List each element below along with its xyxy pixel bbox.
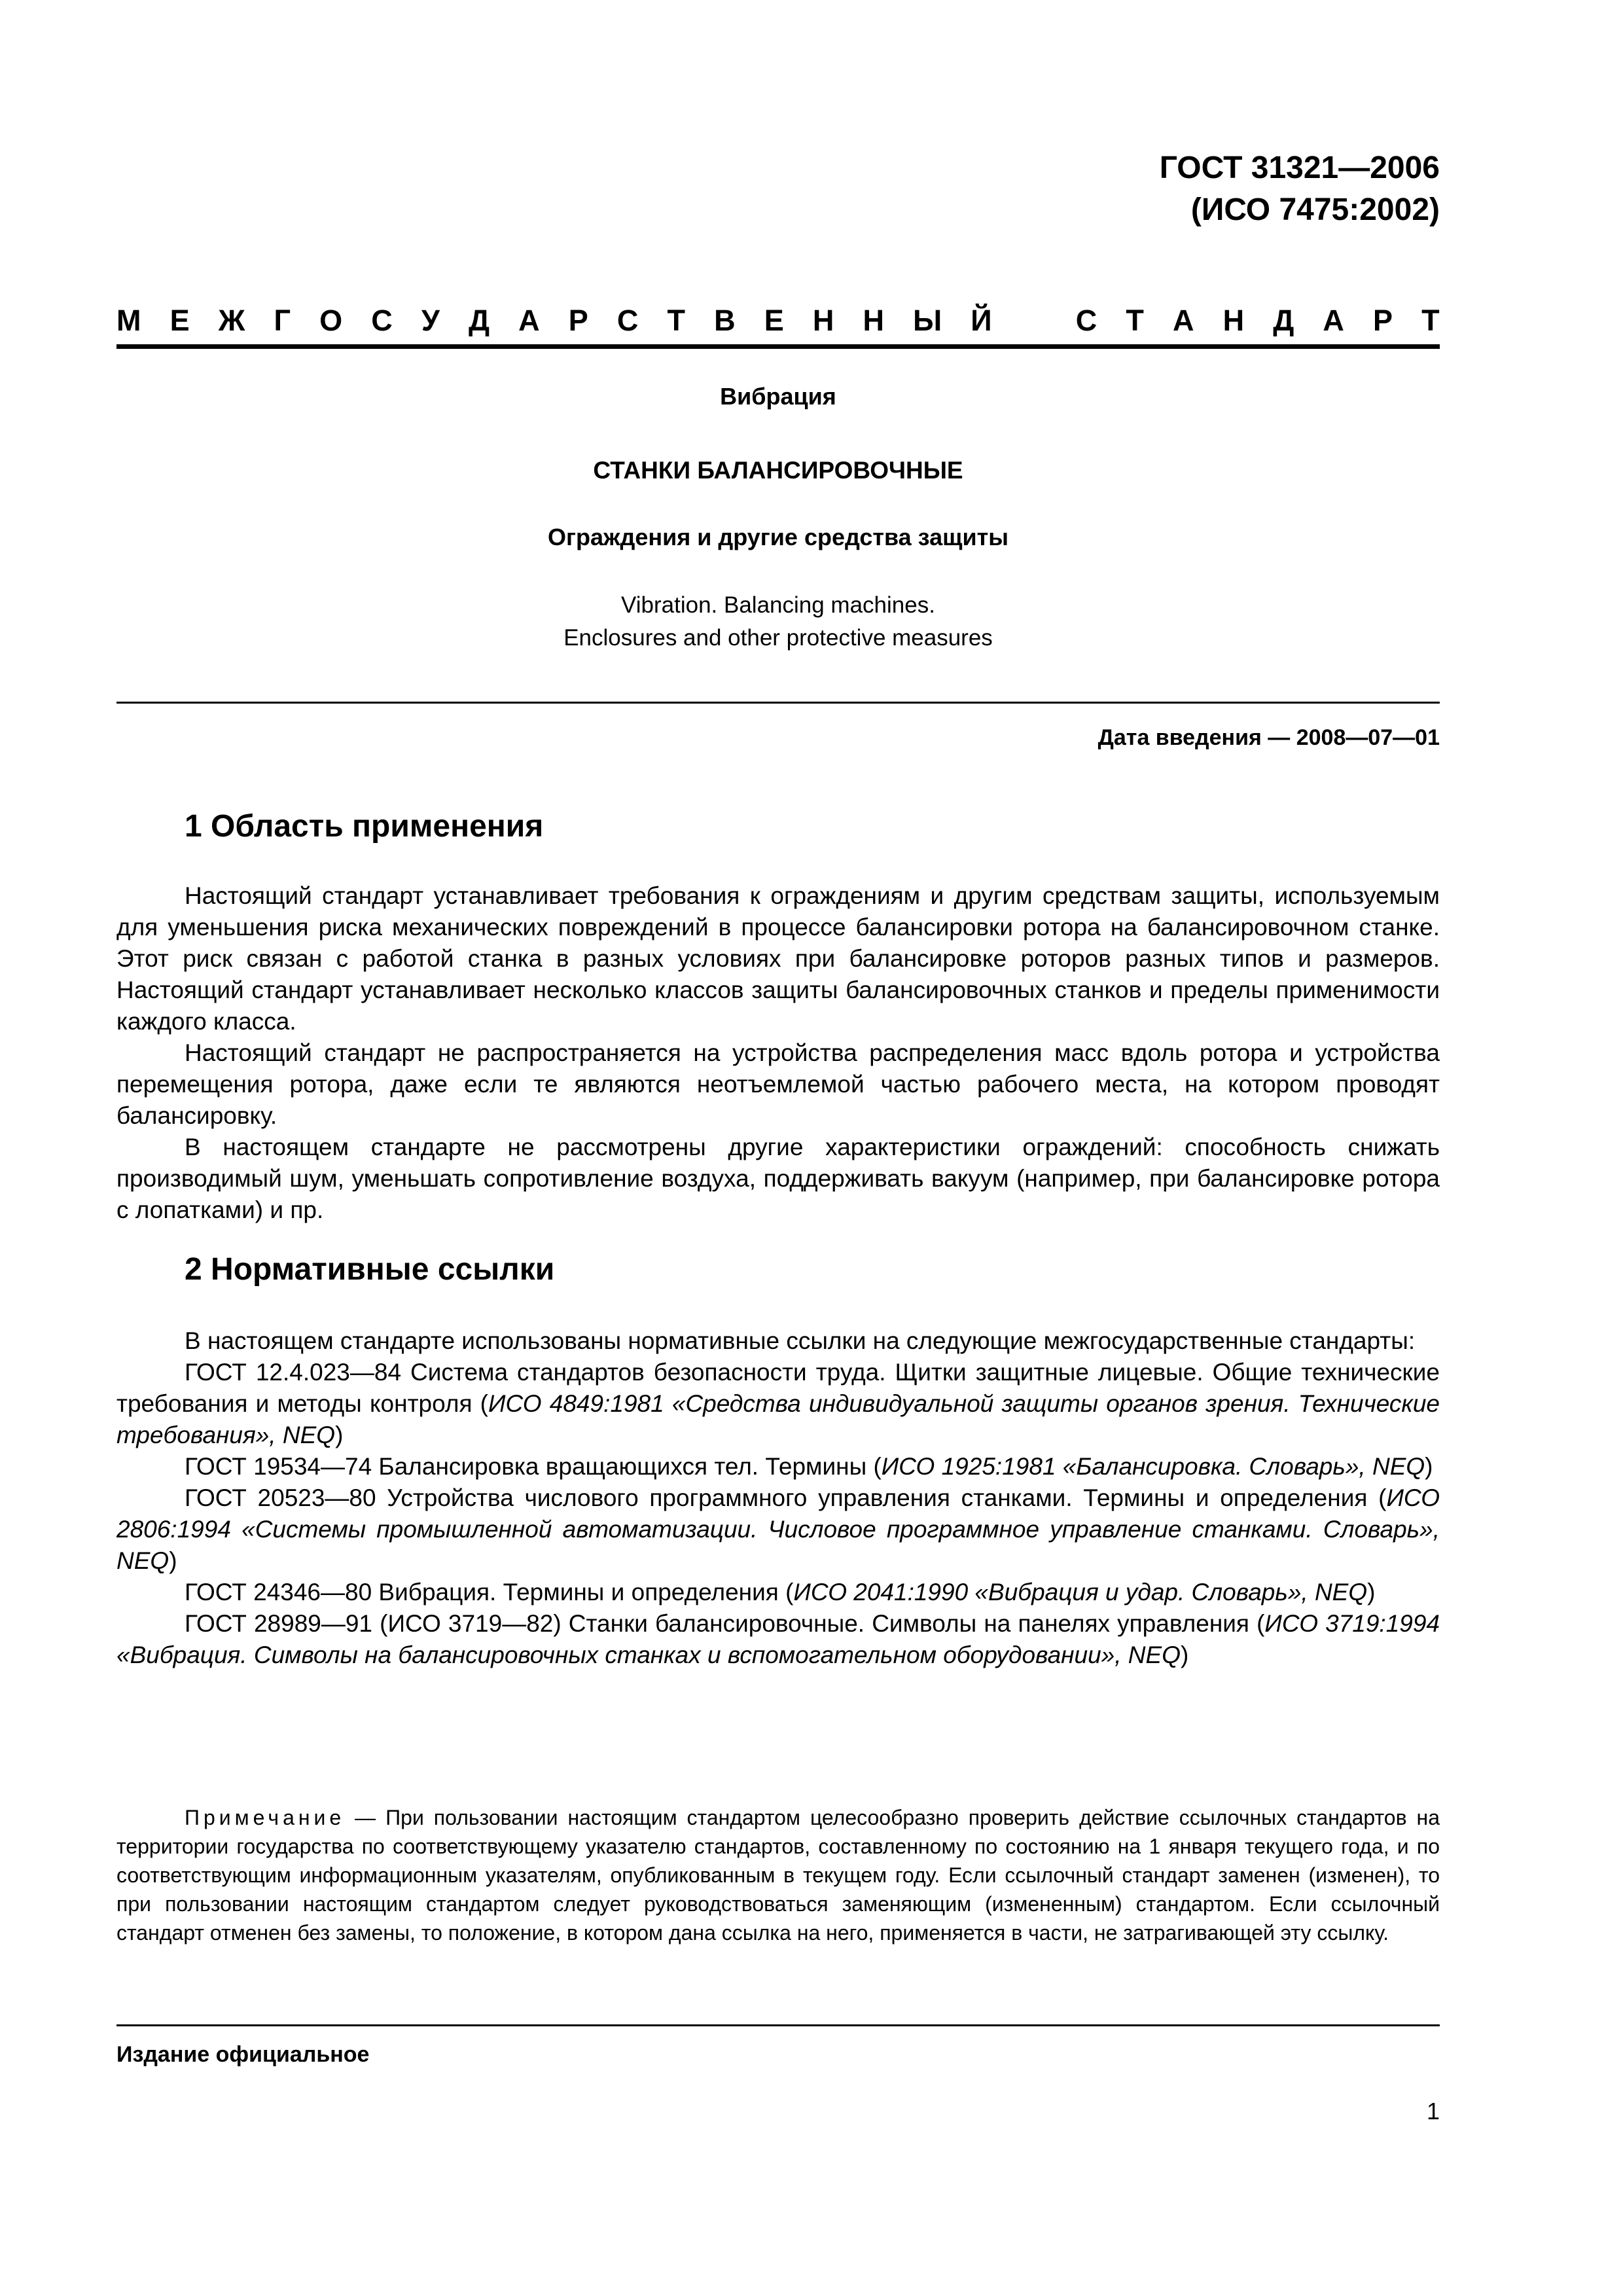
english-title-line-2: Enclosures and other protective measures bbox=[563, 625, 993, 651]
section-2-body bbox=[0, 1325, 1623, 1671]
banner-letter: О bbox=[319, 304, 343, 337]
main-title: СТАНКИ БАЛАНСИРОВОЧНЫЕ bbox=[593, 457, 963, 484]
reference-item bbox=[116, 1451, 1440, 1482]
reference-close: ) bbox=[1367, 1579, 1376, 1605]
footer-rule bbox=[116, 2024, 1440, 2026]
reference-iso: ИСО 3719:1994 «Вибрация. Символы на балансировочных станках и вспомогательном оборудовании», NEQ bbox=[116, 1610, 1440, 1668]
introduction-date: Дата введения — 2008—07—01 bbox=[1097, 725, 1440, 750]
banner-letter: С bbox=[1075, 304, 1097, 337]
section-1-heading: 1 Область применения bbox=[185, 809, 544, 844]
banner-letter: Й bbox=[971, 304, 992, 337]
banner-letter: М bbox=[116, 304, 141, 337]
iso-number: (ИСО 7475:2002) bbox=[1190, 192, 1440, 227]
banner-letter: А bbox=[1173, 304, 1194, 337]
banner-letter: Т bbox=[667, 304, 685, 337]
note-label: Примечание bbox=[185, 1806, 346, 1829]
standard-number: ГОСТ 31321—2006 bbox=[1159, 151, 1440, 185]
banner-letter: Н bbox=[863, 304, 884, 337]
banner-letter: Р bbox=[568, 304, 588, 337]
reference-iso: ИСО 2806:1994 «Системы промышленной автоматизации. Числовое программное управление станками. Словарь», NEQ bbox=[116, 1484, 1440, 1574]
note-text: — При пользовании настоящим стандартом целесообразно проверить действие ссылочных стандартов на территории государства по соответствующему указателю стандартов, составленному по состоянию на 1 января текущего года, и по соответствующим информационным указателям, опубликованным в текущем году. Если ссылочный стандарт заменен (изменен), то при пользовании настоящим стандартом следует руководствоваться заменяющим (измененным) стандартом. Если ссылочный стандарт отменен без замены, то положение, в котором дана ссылка на него, применяется в части, не затрагивающей эту ссылку. bbox=[116, 1806, 1440, 1945]
reference-iso: ИСО 4849:1981 «Средства индивидуальной защиты органов зрения. Технические требования», NEQ bbox=[116, 1390, 1440, 1448]
banner-letter: Т bbox=[1421, 304, 1440, 337]
banner-letter: Д bbox=[1273, 304, 1294, 337]
banner-letter: С bbox=[616, 304, 639, 337]
standard-number-block bbox=[1047, 147, 1440, 231]
reference-close: ) bbox=[1180, 1641, 1189, 1668]
reference-text: ГОСТ 24346—80 Вибрация. Термины и определения ( bbox=[185, 1579, 794, 1605]
banner-letter: Р bbox=[1373, 304, 1393, 337]
banner-letter: Д bbox=[468, 304, 490, 337]
section-2-heading: 2 Нормативные ссылки bbox=[185, 1252, 555, 1287]
page-number: 1 bbox=[1426, 2098, 1440, 2125]
section-1-paragraph: В настоящем стандарте не рассмотрены другие характеристики ограждений: способность снижать производимый шум, уменьшать сопротивление воздуха, поддерживать вакуум (например, при балансировке ротора с лопатками) и пр. bbox=[116, 1134, 1440, 1223]
banner-letter: Е bbox=[169, 304, 190, 337]
banner-letter: Н bbox=[1222, 304, 1245, 337]
banner-letter: Ж bbox=[218, 304, 245, 337]
banner-letter: Т bbox=[1126, 304, 1144, 337]
banner-letter: Ы bbox=[913, 304, 942, 337]
reference-text: ГОСТ 20523—80 Устройства числового программного управления станками. Термины и определения ( bbox=[185, 1484, 1387, 1511]
english-title-line-1: Vibration. Balancing machines. bbox=[621, 592, 935, 618]
banner-letter: В bbox=[714, 304, 736, 337]
banner-letter: Е bbox=[764, 304, 784, 337]
reference-text: ГОСТ 12.4.023—84 Система стандартов безопасности труда. Щитки защитные лицевые. Общие технические требования и методы контроля ( bbox=[116, 1359, 1440, 1417]
section-1-body bbox=[0, 880, 1623, 1226]
english-title bbox=[116, 589, 1440, 655]
banner-letter: Н bbox=[812, 304, 834, 337]
title-rule bbox=[116, 702, 1440, 704]
banner-letter: С bbox=[371, 304, 393, 337]
official-edition-label: Издание официальное bbox=[116, 2042, 370, 2067]
interstate-standard-banner bbox=[116, 298, 1440, 344]
reference-item bbox=[116, 1482, 1440, 1577]
reference-close: ) bbox=[1425, 1453, 1433, 1480]
banner-rule bbox=[116, 344, 1440, 349]
reference-iso: ИСО 2041:1990 «Вибрация и удар. Словарь», NEQ bbox=[793, 1579, 1368, 1605]
reference-iso: ИСО 1925:1981 «Балансировка. Словарь», NEQ bbox=[881, 1453, 1425, 1480]
section-2-intro: В настоящем стандарте использованы нормативные ссылки на следующие межгосударственные стандарты: bbox=[185, 1327, 1416, 1354]
reference-close: ) bbox=[335, 1422, 344, 1448]
reference-item bbox=[116, 1357, 1440, 1451]
reference-close: ) bbox=[169, 1547, 177, 1574]
topic-title: Вибрация bbox=[720, 383, 836, 410]
section-1-paragraph: Настоящий стандарт не распространяется на устройства распределения масс вдоль ротора и устройства перемещения ротора, даже если те являются неотъемлемой частью рабочего места, на котором проводят балансировку. bbox=[116, 1039, 1440, 1129]
subtitle: Ограждения и другие средства защиты bbox=[547, 524, 1009, 550]
banner-letter: А bbox=[1323, 304, 1344, 337]
section-1-paragraph: Настоящий стандарт устанавливает требования к ограждениям и другим средствам защиты, используемым для уменьшения риска механических повреждений в процессе балансировки ротора на балансировочном станке. Этот риск связан с работой станка в разных условиях при балансировке роторов разных типов и размеров. Настоящий стандарт устанавливает несколько классов защиты балансировочных станков и пределы применимости каждого класса. bbox=[116, 882, 1440, 1035]
note bbox=[116, 1803, 1440, 1947]
reference-item bbox=[116, 1608, 1440, 1671]
reference-text: ГОСТ 19534—74 Балансировка вращающихся тел. Термины ( bbox=[185, 1453, 882, 1480]
reference-text: ГОСТ 28989—91 (ИСО 3719—82) Станки балансировочные. Символы на панелях управления ( bbox=[185, 1610, 1265, 1637]
banner-letter: У bbox=[421, 304, 440, 337]
banner-letter: Г bbox=[274, 304, 291, 337]
reference-item bbox=[116, 1577, 1440, 1608]
banner-letter: А bbox=[518, 304, 540, 337]
